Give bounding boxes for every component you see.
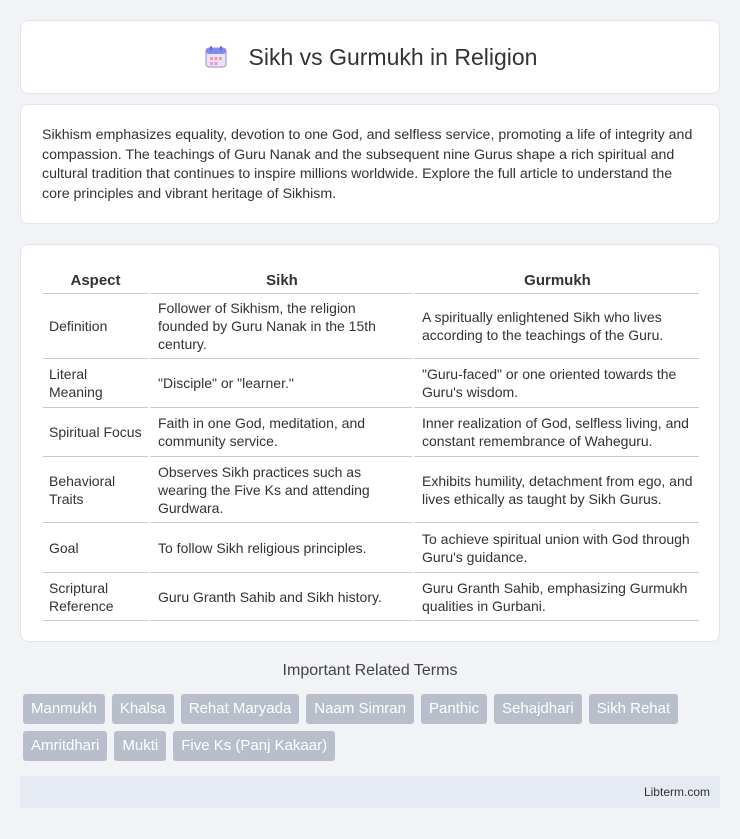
header-sikh: Sikh <box>148 265 412 294</box>
related-term-tag[interactable]: Mukti <box>114 731 166 761</box>
table-row <box>43 457 699 523</box>
table-row <box>43 294 699 359</box>
related-term-tag[interactable]: Five Ks (Panj Kakaar) <box>173 731 335 761</box>
row-aspect: Behavioral Traits <box>43 457 148 523</box>
row-sikh: Faith in one God, meditation, and community service. <box>148 408 412 457</box>
header-aspect: Aspect <box>43 265 148 294</box>
page-title: Sikh vs Gurmukh in Religion <box>248 43 538 70</box>
related-term-tag[interactable]: Amritdhari <box>23 731 107 761</box>
row-aspect: Scriptural Reference <box>43 573 148 621</box>
table-header-row <box>43 265 699 294</box>
table-row <box>43 359 699 408</box>
row-sikh: To follow Sikh religious principles. <box>148 523 412 573</box>
related-terms-list <box>23 694 723 768</box>
related-term-tag[interactable]: Sehajdhari <box>494 694 582 724</box>
intro-text: Sikhism emphasizes equality, devotion to one God, and selfless service, promoting a life of integrity and compassion. The teachings of Guru Nanak and the subsequent nine Gurus shape a rich spiritual and cultural tradition that continues to inspire millions worldwide. Explore the full article to understand the core principles and vibrant heritage of Sikhism. <box>42 127 693 202</box>
header-gurmukh: Gurmukh <box>412 265 699 294</box>
related-term-tag[interactable]: Naam Simran <box>306 694 414 724</box>
comparison-table <box>43 265 699 621</box>
row-sikh: Guru Granth Sahib and Sikh history. <box>148 573 412 621</box>
row-aspect: Goal <box>43 523 148 573</box>
row-gurmukh: Exhibits humility, detachment from ego, and lives ethically as taught by Sikh Gurus. <box>412 457 699 523</box>
related-term-tag[interactable]: Rehat Maryada <box>181 694 300 724</box>
row-aspect: Spiritual Focus <box>43 408 148 457</box>
related-term-tag[interactable]: Panthic <box>421 694 487 724</box>
table-row <box>43 523 699 573</box>
row-gurmukh: Inner realization of God, selfless living, and constant remembrance of Waheguru. <box>412 408 699 457</box>
table-row <box>43 573 699 621</box>
row-gurmukh: Guru Granth Sahib, emphasizing Gurmukh qualities in Gurbani. <box>412 573 699 621</box>
table-row <box>43 408 699 457</box>
row-aspect: Definition <box>43 294 148 359</box>
row-sikh: Follower of Sikhism, the religion founded by Guru Nanak in the 15th century. <box>148 294 412 359</box>
calendar-icon <box>203 44 229 70</box>
title-card <box>20 20 720 94</box>
row-gurmukh: "Guru-faced" or one oriented towards the Guru's wisdom. <box>412 359 699 408</box>
footer <box>20 776 720 808</box>
related-term-tag[interactable]: Sikh Rehat <box>589 694 678 724</box>
row-aspect: Literal Meaning <box>43 359 148 408</box>
related-terms-title: Important Related Terms <box>282 662 458 679</box>
row-sikh: "Disciple" or "learner." <box>148 359 412 408</box>
related-term-tag[interactable]: Khalsa <box>112 694 174 724</box>
row-gurmukh: A spiritually enlightened Sikh who lives according to the teachings of the Guru. <box>412 294 699 359</box>
row-gurmukh: To achieve spiritual union with God through Guru's guidance. <box>412 523 699 573</box>
footer-site-link[interactable]: Libterm.com <box>643 785 710 799</box>
intro-card <box>20 104 720 224</box>
row-sikh: Observes Sikh practices such as wearing the Five Ks and attending Gurdwara. <box>148 457 412 523</box>
related-term-tag[interactable]: Manmukh <box>23 694 105 724</box>
comparison-table-card <box>20 244 720 642</box>
